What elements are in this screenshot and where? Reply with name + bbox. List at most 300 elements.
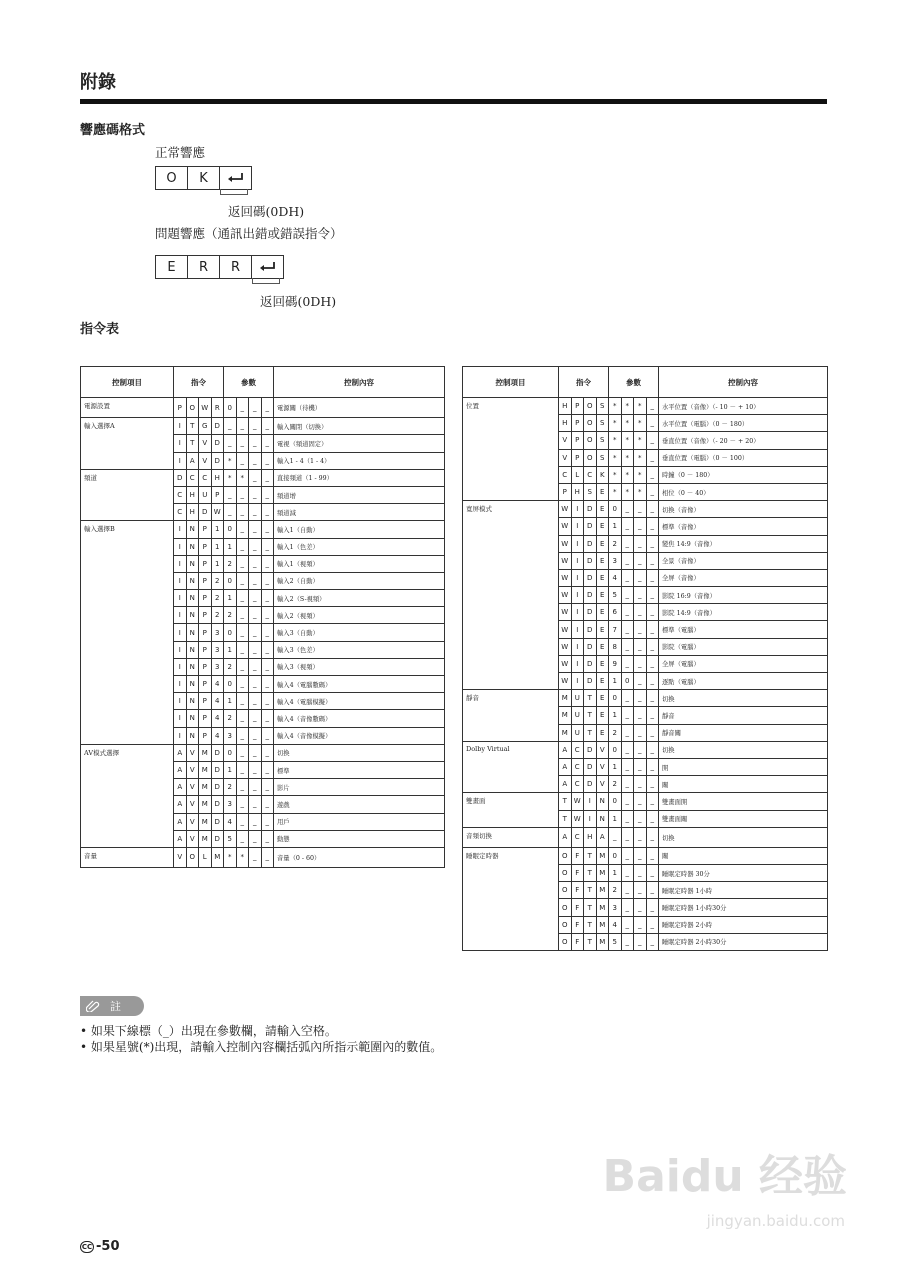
code-char-cell: I bbox=[174, 641, 187, 658]
code-char-cell: I bbox=[174, 435, 187, 452]
code-char-cell: _ bbox=[621, 690, 634, 707]
code-char-cell: M bbox=[199, 796, 212, 813]
control-content-cell: 睡眠定時器 2小時 bbox=[659, 916, 828, 933]
code-char-cell: A bbox=[174, 813, 187, 830]
code-char-cell: _ bbox=[621, 776, 634, 793]
code-char-cell: _ bbox=[646, 899, 659, 916]
normal-response-label: 正常響應 bbox=[155, 145, 206, 160]
code-char-cell: 0 bbox=[621, 673, 634, 690]
code-char-cell: _ bbox=[609, 827, 622, 847]
code-char-cell: 0 bbox=[224, 624, 237, 641]
code-char-cell: _ bbox=[249, 624, 262, 641]
code-char-cell: _ bbox=[249, 796, 262, 813]
note-text: 如果星號(*)出現，請輸入控制內容欄括弧內所指示範圍內的數值。 bbox=[90, 1040, 443, 1054]
code-char-cell: N bbox=[186, 590, 199, 607]
code-char-cell: W bbox=[559, 569, 572, 586]
control-content-cell: 遊戲 bbox=[274, 796, 445, 813]
code-char-cell: _ bbox=[646, 793, 659, 810]
code-char-cell: A bbox=[596, 827, 609, 847]
control-content-cell: 電源關（待機） bbox=[274, 398, 445, 418]
code-char-cell: * bbox=[236, 469, 249, 486]
control-item-cell: 音頻切換 bbox=[463, 827, 559, 847]
code-char-cell: _ bbox=[646, 518, 659, 535]
control-content-cell: 水平位置（電腦）（0 － 180） bbox=[659, 415, 828, 432]
code-char-cell: E bbox=[596, 673, 609, 690]
code-char-cell: W bbox=[571, 793, 584, 810]
code-char-cell: D bbox=[199, 504, 212, 521]
code-char-cell: 8 bbox=[609, 638, 622, 655]
code-char-cell: _ bbox=[261, 607, 274, 624]
code-char-cell: _ bbox=[261, 796, 274, 813]
code-char-cell: _ bbox=[646, 398, 659, 415]
code-char-cell: D bbox=[211, 452, 224, 469]
code-char-cell: _ bbox=[634, 604, 647, 621]
code-char-cell: N bbox=[186, 538, 199, 555]
note-badge bbox=[80, 996, 144, 1016]
code-char-cell: _ bbox=[236, 761, 249, 778]
code-char-cell: C bbox=[559, 466, 572, 483]
code-char-cell: D bbox=[211, 744, 224, 761]
code-char-cell: _ bbox=[236, 590, 249, 607]
code-char-cell: O bbox=[559, 847, 572, 864]
code-char-cell: _ bbox=[621, 827, 634, 847]
code-char-cell: H bbox=[584, 827, 597, 847]
code-char-cell: _ bbox=[634, 827, 647, 847]
code-char-cell: I bbox=[174, 658, 187, 675]
watermark-url: jingyan.baidu.com bbox=[706, 1212, 845, 1230]
code-char-cell: 0 bbox=[224, 398, 237, 418]
code-char-cell: I bbox=[174, 624, 187, 641]
code-char-cell: F bbox=[571, 882, 584, 899]
control-content-cell: 頻道增 bbox=[274, 486, 445, 503]
code-char-cell: 4 bbox=[211, 693, 224, 710]
control-content-cell: 睡眠定時器 30分 bbox=[659, 865, 828, 882]
response-char: R bbox=[188, 256, 220, 278]
table-row bbox=[463, 398, 828, 415]
code-char-cell: 0 bbox=[609, 847, 622, 864]
code-char-cell: P bbox=[199, 624, 212, 641]
code-char-cell: N bbox=[186, 727, 199, 744]
cc-icon: CC bbox=[81, 1242, 93, 1251]
code-char-cell: I bbox=[174, 572, 187, 589]
code-char-cell: _ bbox=[621, 865, 634, 882]
code-char-cell: _ bbox=[621, 569, 634, 586]
code-char-cell: _ bbox=[621, 587, 634, 604]
code-char-cell: 2 bbox=[211, 607, 224, 624]
code-char-cell: _ bbox=[634, 916, 647, 933]
code-char-cell: _ bbox=[646, 569, 659, 586]
code-char-cell: * bbox=[621, 432, 634, 449]
code-char-cell: D bbox=[211, 418, 224, 435]
control-content-cell: 頻道減 bbox=[274, 504, 445, 521]
code-char-cell: _ bbox=[249, 813, 262, 830]
code-char-cell: M bbox=[199, 813, 212, 830]
code-char-cell: A bbox=[559, 776, 572, 793]
code-char-cell: N bbox=[186, 658, 199, 675]
table-row bbox=[463, 827, 828, 847]
response-char: K bbox=[188, 167, 220, 189]
control-content-cell: 影片 bbox=[274, 779, 445, 796]
code-char-cell: _ bbox=[634, 793, 647, 810]
code-char-cell: _ bbox=[261, 813, 274, 830]
code-char-cell: T bbox=[186, 418, 199, 435]
code-char-cell: _ bbox=[236, 710, 249, 727]
code-char-cell: T bbox=[584, 882, 597, 899]
page-number-text: -50 bbox=[96, 1239, 120, 1254]
control-content-cell: 輸入1（色差） bbox=[274, 538, 445, 555]
code-char-cell: _ bbox=[646, 810, 659, 827]
code-char-cell: _ bbox=[646, 587, 659, 604]
control-content-cell: 睡眠定時器 1小時 bbox=[659, 882, 828, 899]
code-char-cell: I bbox=[584, 793, 597, 810]
code-char-cell: 2 bbox=[211, 572, 224, 589]
code-char-cell: P bbox=[199, 676, 212, 693]
control-item-cell: 靜音 bbox=[463, 690, 559, 742]
response-char: R bbox=[220, 256, 252, 278]
control-content-cell: 標準（音像） bbox=[659, 518, 828, 535]
code-char-cell: P bbox=[199, 641, 212, 658]
code-char-cell: _ bbox=[621, 621, 634, 638]
code-char-cell: 4 bbox=[211, 727, 224, 744]
code-char-cell: * bbox=[634, 449, 647, 466]
code-char-cell: _ bbox=[634, 673, 647, 690]
code-char-cell: _ bbox=[646, 933, 659, 950]
code-char-cell: A bbox=[174, 779, 187, 796]
error-return-label: 返回碼(0DH) bbox=[260, 294, 337, 309]
code-char-cell: _ bbox=[621, 741, 634, 758]
code-char-cell: W bbox=[571, 810, 584, 827]
code-char-cell: _ bbox=[646, 690, 659, 707]
code-char-cell: _ bbox=[236, 658, 249, 675]
code-char-cell: _ bbox=[249, 744, 262, 761]
code-char-cell: H bbox=[559, 398, 572, 415]
code-char-cell: _ bbox=[261, 538, 274, 555]
code-char-cell: A bbox=[559, 758, 572, 775]
code-char-cell: I bbox=[571, 518, 584, 535]
code-char-cell: V bbox=[596, 758, 609, 775]
code-char-cell: _ bbox=[621, 793, 634, 810]
code-char-cell: D bbox=[584, 501, 597, 518]
code-char-cell: 2 bbox=[211, 590, 224, 607]
code-char-cell: I bbox=[571, 587, 584, 604]
control-item-cell: 頻道 bbox=[81, 469, 174, 521]
code-char-cell: I bbox=[174, 452, 187, 469]
control-content-cell: 垂直位置（電腦）（0 － 100） bbox=[659, 449, 828, 466]
code-char-cell: _ bbox=[621, 638, 634, 655]
code-char-cell: I bbox=[174, 555, 187, 572]
code-char-cell: T bbox=[559, 810, 572, 827]
table-row bbox=[81, 521, 445, 538]
code-char-cell: H bbox=[559, 415, 572, 432]
code-char-cell: _ bbox=[634, 552, 647, 569]
code-char-cell: N bbox=[186, 710, 199, 727]
code-char-cell: S bbox=[596, 398, 609, 415]
code-char-cell: 5 bbox=[609, 587, 622, 604]
code-char-cell: I bbox=[571, 655, 584, 672]
code-char-cell: _ bbox=[646, 741, 659, 758]
header-control-item: 控制項目 bbox=[463, 367, 559, 398]
code-char-cell: _ bbox=[646, 882, 659, 899]
table-row bbox=[81, 744, 445, 761]
code-char-cell: _ bbox=[249, 693, 262, 710]
response-char: O bbox=[156, 167, 188, 189]
table-row bbox=[81, 469, 445, 486]
code-char-cell: _ bbox=[224, 435, 237, 452]
code-char-cell: O bbox=[584, 432, 597, 449]
code-char-cell: I bbox=[174, 727, 187, 744]
header-command: 指令 bbox=[559, 367, 609, 398]
control-content-cell: 靜音 bbox=[659, 707, 828, 724]
code-char-cell: C bbox=[199, 469, 212, 486]
code-char-cell: _ bbox=[621, 707, 634, 724]
code-char-cell: P bbox=[571, 449, 584, 466]
code-char-cell: * bbox=[236, 847, 249, 867]
control-content-cell: 輸入1（視頻） bbox=[274, 555, 445, 572]
code-char-cell: 1 bbox=[211, 538, 224, 555]
code-char-cell: 9 bbox=[609, 655, 622, 672]
code-char-cell: _ bbox=[261, 779, 274, 796]
control-content-cell: 切換 bbox=[274, 744, 445, 761]
code-char-cell: W bbox=[559, 604, 572, 621]
code-char-cell: C bbox=[571, 776, 584, 793]
code-char-cell: * bbox=[609, 466, 622, 483]
code-char-cell: * bbox=[609, 432, 622, 449]
code-char-cell: _ bbox=[646, 501, 659, 518]
response-heading: 響應碼格式 bbox=[80, 123, 146, 138]
code-char-cell: P bbox=[199, 555, 212, 572]
code-char-cell: D bbox=[584, 638, 597, 655]
code-char-cell: W bbox=[559, 552, 572, 569]
code-char-cell: _ bbox=[249, 641, 262, 658]
code-char-cell: T bbox=[584, 933, 597, 950]
control-content-cell: 用戶 bbox=[274, 813, 445, 830]
code-char-cell: A bbox=[559, 741, 572, 758]
code-char-cell: * bbox=[621, 483, 634, 500]
code-char-cell: I bbox=[174, 710, 187, 727]
code-char-cell: I bbox=[571, 638, 584, 655]
code-char-cell: T bbox=[584, 690, 597, 707]
code-char-cell: R bbox=[211, 398, 224, 418]
code-char-cell: _ bbox=[249, 398, 262, 418]
code-char-cell: _ bbox=[249, 435, 262, 452]
code-char-cell: K bbox=[596, 466, 609, 483]
control-item-cell: 電源設置 bbox=[81, 398, 174, 418]
code-char-cell: _ bbox=[249, 504, 262, 521]
code-char-cell: I bbox=[174, 676, 187, 693]
code-char-cell: P bbox=[571, 398, 584, 415]
code-char-cell: _ bbox=[261, 521, 274, 538]
code-char-cell: F bbox=[571, 899, 584, 916]
code-char-cell: P bbox=[199, 572, 212, 589]
control-content-cell: 時鐘（0 － 180） bbox=[659, 466, 828, 483]
code-char-cell: I bbox=[174, 607, 187, 624]
code-char-cell: * bbox=[634, 432, 647, 449]
code-char-cell: D bbox=[211, 761, 224, 778]
code-char-cell: _ bbox=[621, 882, 634, 899]
code-char-cell: W bbox=[199, 398, 212, 418]
code-char-cell: E bbox=[596, 587, 609, 604]
code-char-cell: D bbox=[584, 758, 597, 775]
code-char-cell: N bbox=[186, 572, 199, 589]
code-char-cell: _ bbox=[634, 569, 647, 586]
control-content-cell: 切換 bbox=[659, 741, 828, 758]
code-char-cell: _ bbox=[249, 469, 262, 486]
code-char-cell: P bbox=[199, 693, 212, 710]
code-char-cell: 3 bbox=[211, 641, 224, 658]
code-char-cell: P bbox=[199, 538, 212, 555]
code-char-cell: _ bbox=[261, 676, 274, 693]
code-char-cell: _ bbox=[249, 572, 262, 589]
code-char-cell: _ bbox=[249, 658, 262, 675]
code-char-cell: P bbox=[174, 398, 187, 418]
code-char-cell: _ bbox=[646, 466, 659, 483]
control-content-cell: 垂直位置（音像）（- 20 － + 20） bbox=[659, 432, 828, 449]
code-char-cell: 1 bbox=[609, 758, 622, 775]
code-char-cell: _ bbox=[621, 604, 634, 621]
code-char-cell: * bbox=[621, 449, 634, 466]
code-char-cell: O bbox=[186, 847, 199, 867]
code-char-cell: I bbox=[174, 521, 187, 538]
code-char-cell: A bbox=[174, 830, 187, 847]
code-char-cell: 2 bbox=[224, 607, 237, 624]
code-char-cell: _ bbox=[249, 486, 262, 503]
code-char-cell: _ bbox=[634, 501, 647, 518]
code-char-cell: 1 bbox=[609, 673, 622, 690]
table-row bbox=[81, 418, 445, 435]
code-char-cell: D bbox=[584, 741, 597, 758]
code-char-cell: W bbox=[559, 518, 572, 535]
code-char-cell: _ bbox=[261, 830, 274, 847]
code-char-cell: 0 bbox=[609, 501, 622, 518]
code-char-cell: * bbox=[609, 483, 622, 500]
code-char-cell: _ bbox=[634, 621, 647, 638]
code-char-cell: _ bbox=[249, 452, 262, 469]
code-char-cell: M bbox=[199, 761, 212, 778]
code-char-cell: P bbox=[571, 432, 584, 449]
code-char-cell: D bbox=[211, 435, 224, 452]
code-char-cell: _ bbox=[236, 813, 249, 830]
code-char-cell: F bbox=[571, 916, 584, 933]
code-char-cell: _ bbox=[621, 535, 634, 552]
code-char-cell: W bbox=[559, 621, 572, 638]
header-control-content: 控制內容 bbox=[274, 367, 445, 398]
code-char-cell: 2 bbox=[609, 776, 622, 793]
header-control-content: 控制內容 bbox=[659, 367, 828, 398]
code-char-cell: M bbox=[596, 882, 609, 899]
title-rule bbox=[80, 99, 827, 104]
code-char-cell: V bbox=[559, 449, 572, 466]
code-char-cell: _ bbox=[646, 673, 659, 690]
code-char-cell: V bbox=[186, 813, 199, 830]
code-char-cell: 0 bbox=[224, 744, 237, 761]
code-char-cell: U bbox=[571, 724, 584, 741]
code-char-cell: _ bbox=[261, 710, 274, 727]
control-content-cell: 標準 bbox=[274, 761, 445, 778]
code-char-cell: _ bbox=[261, 572, 274, 589]
control-content-cell: 電視（頻道固定） bbox=[274, 435, 445, 452]
code-char-cell: _ bbox=[249, 590, 262, 607]
code-char-cell: U bbox=[571, 707, 584, 724]
control-content-cell: 切換 bbox=[659, 690, 828, 707]
control-content-cell: 變焦 14:9（音像） bbox=[659, 535, 828, 552]
code-char-cell: W bbox=[559, 535, 572, 552]
code-char-cell: I bbox=[571, 569, 584, 586]
code-char-cell: I bbox=[174, 693, 187, 710]
code-char-cell: _ bbox=[249, 727, 262, 744]
code-char-cell: 1 bbox=[224, 641, 237, 658]
return-key-icon bbox=[252, 256, 283, 278]
code-char-cell: _ bbox=[236, 435, 249, 452]
code-char-cell: _ bbox=[634, 847, 647, 864]
code-char-cell: 2 bbox=[224, 779, 237, 796]
code-char-cell: W bbox=[559, 673, 572, 690]
code-char-cell: _ bbox=[634, 724, 647, 741]
code-char-cell: 1 bbox=[224, 590, 237, 607]
code-char-cell: T bbox=[584, 865, 597, 882]
code-char-cell: _ bbox=[261, 504, 274, 521]
return-bracket bbox=[252, 278, 280, 284]
code-char-cell: S bbox=[596, 415, 609, 432]
code-char-cell: M bbox=[211, 847, 224, 867]
code-char-cell: F bbox=[571, 933, 584, 950]
code-char-cell: _ bbox=[646, 758, 659, 775]
table-row bbox=[463, 501, 828, 518]
code-char-cell: T bbox=[186, 435, 199, 452]
code-char-cell: _ bbox=[236, 398, 249, 418]
code-char-cell: * bbox=[621, 415, 634, 432]
code-char-cell: N bbox=[596, 793, 609, 810]
code-char-cell: _ bbox=[621, 518, 634, 535]
code-char-cell: D bbox=[584, 587, 597, 604]
code-char-cell: * bbox=[621, 466, 634, 483]
code-char-cell: _ bbox=[236, 504, 249, 521]
code-char-cell: 4 bbox=[609, 916, 622, 933]
code-char-cell: 0 bbox=[609, 793, 622, 810]
code-char-cell: D bbox=[584, 621, 597, 638]
code-char-cell: 5 bbox=[224, 830, 237, 847]
code-char-cell: * bbox=[609, 415, 622, 432]
code-char-cell: W bbox=[559, 501, 572, 518]
control-item-cell: Dolby Virtual bbox=[463, 741, 559, 793]
code-char-cell: M bbox=[596, 933, 609, 950]
code-char-cell: E bbox=[596, 483, 609, 500]
code-char-cell: A bbox=[174, 796, 187, 813]
code-char-cell: I bbox=[571, 501, 584, 518]
code-char-cell: _ bbox=[646, 707, 659, 724]
code-char-cell: V bbox=[199, 452, 212, 469]
control-content-cell: 輸入2（視頻） bbox=[274, 607, 445, 624]
code-char-cell: O bbox=[559, 882, 572, 899]
control-content-cell: 標準（電腦） bbox=[659, 621, 828, 638]
code-char-cell: _ bbox=[236, 641, 249, 658]
code-char-cell: D bbox=[584, 552, 597, 569]
control-content-cell: 輸入4（音像模擬） bbox=[274, 727, 445, 744]
code-char-cell: _ bbox=[261, 555, 274, 572]
code-char-cell: U bbox=[199, 486, 212, 503]
code-char-cell: E bbox=[596, 638, 609, 655]
control-content-cell: 輸入4（電腦模擬） bbox=[274, 693, 445, 710]
code-char-cell: _ bbox=[621, 724, 634, 741]
code-char-cell: T bbox=[559, 793, 572, 810]
code-char-cell: H bbox=[186, 486, 199, 503]
table-row bbox=[81, 847, 445, 867]
code-char-cell: _ bbox=[236, 779, 249, 796]
code-char-cell: 1 bbox=[224, 761, 237, 778]
code-char-cell: _ bbox=[261, 452, 274, 469]
code-char-cell: _ bbox=[646, 483, 659, 500]
control-item-cell: 輸入選擇B bbox=[81, 521, 174, 744]
code-char-cell: I bbox=[571, 673, 584, 690]
